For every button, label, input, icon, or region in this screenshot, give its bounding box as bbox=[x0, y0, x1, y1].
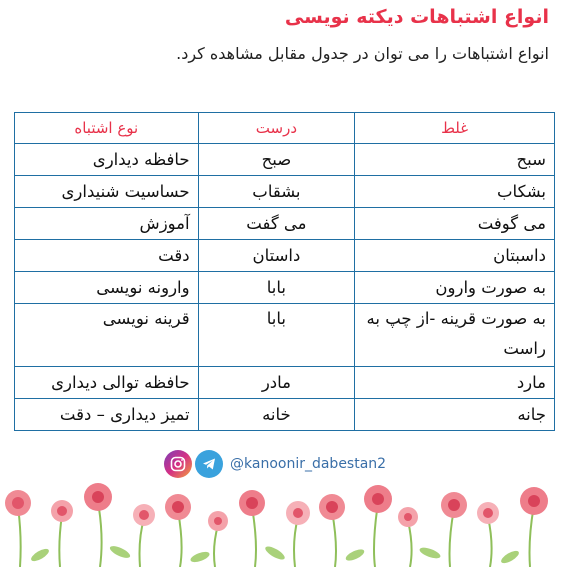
errors-table bbox=[14, 112, 555, 431]
cell-type: وارونه نویسی bbox=[15, 272, 199, 304]
cell-wrong: داسبتان bbox=[355, 240, 555, 272]
header-type: نوع اشتباه bbox=[15, 113, 199, 144]
cell-wrong: جانه bbox=[355, 399, 555, 431]
cell-type: قرینه نویسی bbox=[15, 304, 199, 367]
cell-correct: مادر bbox=[198, 367, 355, 399]
cell-correct: خانه bbox=[198, 399, 355, 431]
table-row bbox=[15, 367, 555, 399]
cell-correct: بابا bbox=[198, 304, 355, 367]
table-row bbox=[15, 144, 555, 176]
cell-type: آموزش bbox=[15, 208, 199, 240]
cell-correct: می گفت bbox=[198, 208, 355, 240]
cell-wrong: می گوفت bbox=[355, 208, 555, 240]
flower-heads bbox=[5, 483, 548, 531]
cell-wrong: به صورت وارون bbox=[355, 272, 555, 304]
cell-type: حافظه دیداری bbox=[15, 144, 199, 176]
table-row bbox=[15, 399, 555, 431]
cell-type: تمیز دیداری – دقت bbox=[15, 399, 199, 431]
page-subtitle: انواع اشتباهات را می توان در جدول مقابل مشاهده کرد. bbox=[176, 44, 549, 63]
cell-correct: بشقاب bbox=[198, 176, 355, 208]
cell-correct: بابا bbox=[198, 272, 355, 304]
table-row bbox=[15, 176, 555, 208]
page-title: انواع اشتباهات دیکته نویسی bbox=[284, 6, 549, 28]
cell-type: حساسیت شنیداری bbox=[15, 176, 199, 208]
social-handle[interactable]: @kanoonir_dabestan2 bbox=[230, 456, 387, 472]
header-correct: درست bbox=[198, 113, 355, 144]
cell-type: حافظه توالی دیداری bbox=[15, 367, 199, 399]
cell-wrong: سبح bbox=[355, 144, 555, 176]
flower-leaves bbox=[29, 544, 520, 566]
table-row bbox=[15, 272, 555, 304]
table-row bbox=[15, 304, 555, 367]
table-row bbox=[15, 240, 555, 272]
table-header-row bbox=[15, 113, 555, 144]
cell-wrong: مارد bbox=[355, 367, 555, 399]
flowers-decoration bbox=[0, 467, 567, 567]
cell-type: دقت bbox=[15, 240, 199, 272]
cell-wrong: به صورت قرینه -از چپ به راست bbox=[355, 304, 555, 367]
cell-correct: داستان bbox=[198, 240, 355, 272]
header-wrong: غلط bbox=[355, 113, 555, 144]
cell-wrong: بشکاب bbox=[355, 176, 555, 208]
cell-correct: صبح bbox=[198, 144, 355, 176]
table-row bbox=[15, 208, 555, 240]
